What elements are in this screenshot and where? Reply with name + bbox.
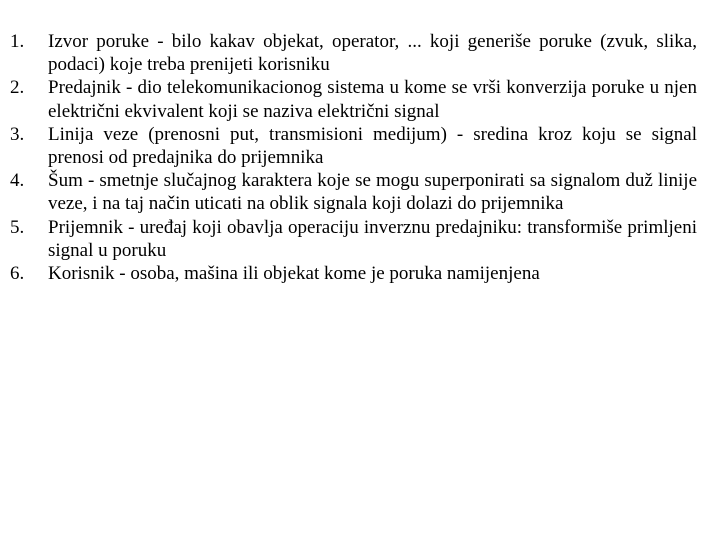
list-item-text: Predajnik - dio telekomunikacionog sistema u kome se vrši konverzija poruke u njen električni ekvivalent koji se naziva električni signal [48, 77, 697, 122]
list-item [0, 169, 697, 215]
list-item [0, 216, 697, 262]
list-item-number: 5. [10, 216, 25, 238]
list-item-number: 6. [10, 263, 25, 285]
list-item-text: Korisnik - osoba, mašina ili objekat kome je poruka namijenjena [48, 263, 540, 285]
list-item [0, 76, 697, 122]
list-item-text: Linija veze (prenosni put, transmisioni medijum) - sredina kroz koju se signal prenosi od predajnika do prijemnika [48, 123, 697, 169]
list-item-text: Izvor poruke - bilo kakav objekat, operator, ... koji generiše poruke (zvuk, slika, podaci) koje treba prenijeti korisniku [48, 31, 697, 76]
list-item [0, 30, 697, 76]
list-item-number: 4. [10, 170, 25, 192]
list-item-text: Prijemnik - uređaj koji obavlja operaciju inverznu predajniku: transformiše primljeni signal u poruku [48, 216, 697, 261]
list-item-text: Šum - smetnje slučajnog karaktera koje se mogu superponirati sa signalom duž linije veze, i na taj način uticati na oblik signala koji dolazi do prijemnika [48, 170, 697, 215]
list-item [0, 123, 697, 169]
list-item [0, 262, 697, 285]
definition-list [0, 30, 697, 285]
list-item-number: 1. [10, 31, 25, 52]
list-item-number: 3. [10, 123, 25, 145]
list-item-number: 2. [10, 77, 25, 99]
